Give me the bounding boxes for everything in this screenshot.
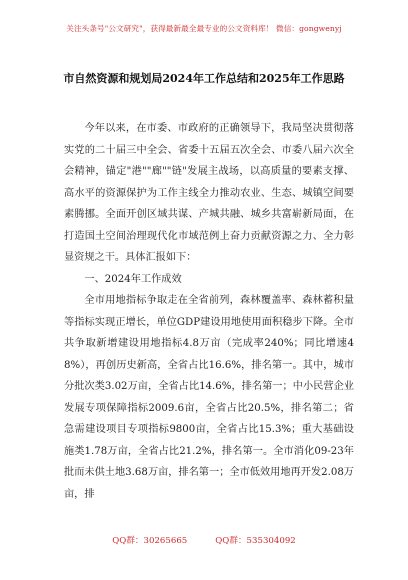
results-paragraph: 全市用地指标争取走在全省前列，森林覆盖率、森林蓄积量等指标实现正增长，单位GDP建设用地使用面积稳步下降。全市共争取新增建设用地指标4.8万亩（完成率240%；同比增速48%），再创历史新高，全省占比16.6%，排名第一。其中，城市分批次类3.02万亩，全省占比14.6%，排名第一；中小民营企业发展专项保障指标2009.6亩，全省占比20.5%，排名第二；省急需建设项目专项指标9800亩，全省占比15.3%；重大基础设施类1.78万亩，全省占比21.2%，排名第一。全市消化09-23年批而未供土地3.68万亩，排名第一；全市低效用地再开发2.08万亩，排	[64, 295, 354, 500]
promo-banner: 关注头条号"公文研究"，获得最新最全最专业的公文资料库！ 微信：gongwenyj	[66, 24, 342, 33]
footer-contact	[0, 534, 408, 546]
qq-group-2: QQ群：535304092	[215, 536, 296, 546]
qq-group-1: QQ群：30265665	[112, 536, 188, 546]
document-body	[64, 118, 354, 505]
section-heading: 一、2024年工作成效	[84, 273, 182, 285]
intro-paragraph: 今年以来，在市委、市政府的正确领导下，我局坚决贯彻落实党的二十届三中全会、省委十五届五次全会、市委八届六次全会精神，锚定"港""廊""链"发展主战场，以高质量的要素支撑、高水平的资源保护为工作主线全力推动农业、生态、城镇空间要素腾挪。全面开创区域共谋、产城共融、城乡共富崭新局面，在打造国土空间治理现代化市域范例上奋力贡献资源之力、全力彰显资规之干。具体汇报如下：	[64, 123, 354, 263]
document-title: 市自然资源和规划局2024年工作总结和2025年工作思路	[63, 72, 345, 85]
